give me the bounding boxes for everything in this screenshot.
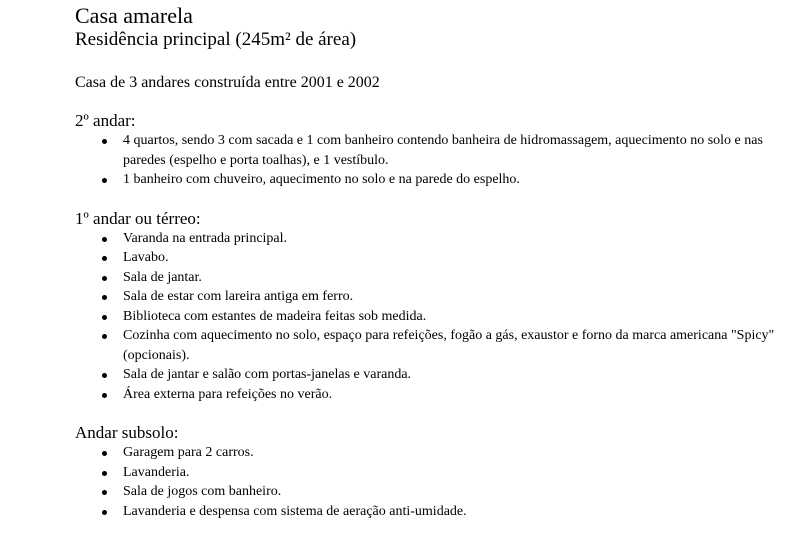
item-list xyxy=(75,229,775,405)
list-item: Sala de jantar e salão com portas-janelas e varanda. xyxy=(123,365,775,385)
list-item: 4 quartos, sendo 3 com sacada e 1 com banheiro contendo banheira de hidromassagem, aquecimento no solo e nas paredes (espelho e porta toalhas), e 1 vestíbulo. xyxy=(123,131,775,170)
list-item: Lavabo. xyxy=(123,248,775,268)
item-list xyxy=(75,443,775,521)
list-item: Varanda na entrada principal. xyxy=(123,229,775,249)
list-item: Biblioteca com estantes de madeira feitas sob medida. xyxy=(123,307,775,327)
document-intro: Casa de 3 andares construída entre 2001 e 2002 xyxy=(75,74,380,91)
list-item: Lavanderia e despensa com sistema de aeração anti-umidade. xyxy=(123,502,775,522)
document xyxy=(75,4,775,521)
document-subtitle: Residência principal (245m² de área) xyxy=(75,29,357,50)
section-2nd-floor xyxy=(75,111,775,190)
section-heading: 1º andar ou térreo: xyxy=(75,208,201,228)
list-item: Sala de jantar. xyxy=(123,268,775,288)
section-basement xyxy=(75,423,775,521)
document-title: Casa amarela xyxy=(75,3,193,28)
section-heading: Andar subsolo: xyxy=(75,423,179,442)
item-list xyxy=(75,131,775,190)
list-item: Garagem para 2 carros. xyxy=(123,443,775,463)
list-item: Área externa para refeições no verão. xyxy=(123,385,775,405)
list-item: Sala de estar com lareira antiga em ferro. xyxy=(123,287,775,307)
section-heading: 2º andar: xyxy=(75,111,136,130)
list-item: Sala de jogos com banheiro. xyxy=(123,482,775,502)
section-1st-floor xyxy=(75,209,775,405)
list-item: Lavanderia. xyxy=(123,463,775,483)
list-item: 1 banheiro com chuveiro, aquecimento no solo e na parede do espelho. xyxy=(123,170,775,190)
list-item: Cozinha com aquecimento no solo, espaço para refeições, fogão a gás, exaustor e forno da marca americana "Spicy" (opcionais). xyxy=(123,326,775,365)
